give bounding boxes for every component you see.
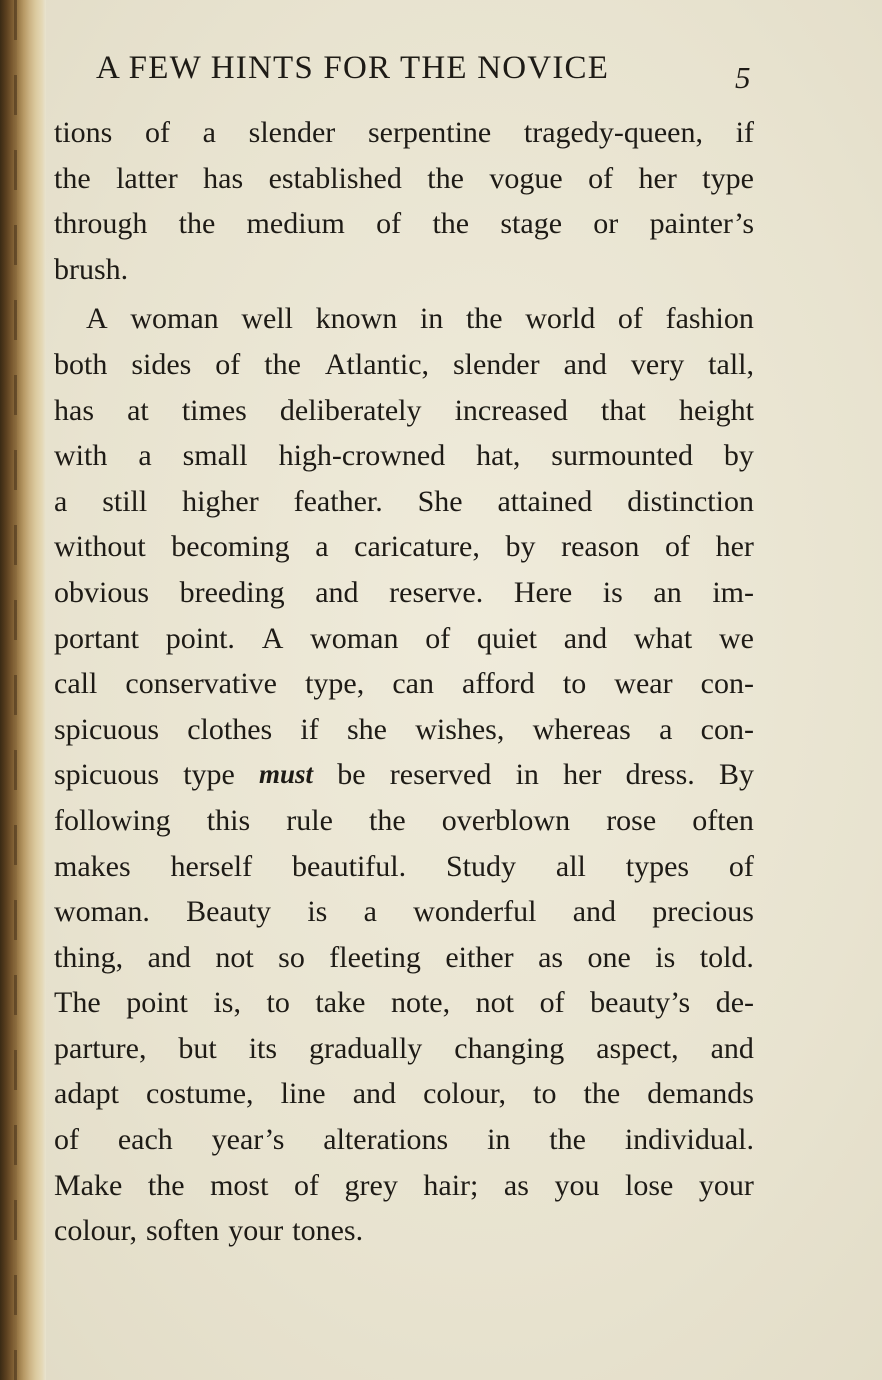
word: con- xyxy=(700,667,754,701)
word: if xyxy=(735,116,754,149)
word: of xyxy=(425,621,451,655)
word: in xyxy=(515,758,539,792)
word: very xyxy=(630,347,685,381)
word: wonderful xyxy=(413,895,537,929)
word: makes xyxy=(54,849,131,883)
word: your xyxy=(698,1168,754,1202)
word: her xyxy=(715,530,754,564)
word: beauty’s xyxy=(590,986,691,1020)
word: beautiful. xyxy=(291,849,407,883)
word: small xyxy=(182,439,248,473)
word: type, xyxy=(305,667,365,701)
word: breeding xyxy=(179,575,285,609)
word: by xyxy=(505,530,536,564)
word: slender xyxy=(452,347,540,381)
word: and xyxy=(315,575,359,609)
word: Study xyxy=(445,849,517,883)
text-line xyxy=(54,844,754,890)
word: call xyxy=(54,667,98,701)
word: take xyxy=(315,986,366,1020)
text-line xyxy=(54,752,754,798)
text-line xyxy=(54,889,754,935)
word: is xyxy=(307,895,328,929)
word: woman xyxy=(310,621,399,655)
running-head-title: A FEW HINTS FOR THE NOVICE xyxy=(96,50,610,86)
word: colour, xyxy=(54,1214,137,1248)
word: known xyxy=(315,302,398,336)
text-line xyxy=(54,1026,754,1072)
word: can xyxy=(392,667,434,701)
word: the xyxy=(147,1168,185,1202)
word: distinction xyxy=(627,484,754,518)
word: She xyxy=(417,484,463,518)
word: world xyxy=(525,302,596,336)
word: of xyxy=(728,849,754,883)
word: to xyxy=(266,986,290,1020)
emphasized-word: must xyxy=(259,759,314,790)
word: wishes, xyxy=(415,712,505,746)
word: overblown xyxy=(441,803,571,837)
word: precious xyxy=(652,895,754,929)
word: an xyxy=(653,575,682,609)
word: and xyxy=(563,621,608,655)
word: your xyxy=(228,1214,284,1248)
word: adapt xyxy=(54,1077,119,1111)
word: im- xyxy=(712,575,754,609)
word: of xyxy=(215,347,241,381)
word: fashion xyxy=(665,302,754,336)
word: afford xyxy=(462,667,535,701)
word: stage xyxy=(500,207,563,241)
word: a xyxy=(363,895,377,929)
word: a xyxy=(54,484,68,518)
word: well xyxy=(241,302,293,336)
text-line xyxy=(54,342,754,388)
word: brush. xyxy=(54,252,129,286)
text-line xyxy=(54,247,754,293)
word: told. xyxy=(699,940,754,974)
word: The xyxy=(54,986,101,1020)
text-line xyxy=(54,570,754,616)
word: and xyxy=(572,895,617,929)
word: dress. xyxy=(625,758,695,792)
text-line xyxy=(54,1117,754,1163)
word: reason xyxy=(561,530,640,564)
word: the xyxy=(369,803,406,837)
paragraph xyxy=(54,110,754,292)
word: fleeting xyxy=(329,940,421,974)
word: through xyxy=(54,207,148,241)
word: woman. xyxy=(54,895,150,929)
word: of xyxy=(665,530,690,564)
word: still xyxy=(102,484,148,518)
word: individual. xyxy=(624,1123,754,1157)
word: without xyxy=(54,530,146,564)
word: type xyxy=(702,161,754,195)
word: clothes xyxy=(187,712,273,746)
word: note, xyxy=(390,986,451,1020)
word: thing, xyxy=(54,940,124,974)
word: higher xyxy=(182,484,259,518)
word: either xyxy=(445,940,514,974)
word: the xyxy=(432,207,470,241)
word: parture, xyxy=(54,1031,147,1065)
word: the xyxy=(264,347,301,381)
word: obvious xyxy=(54,575,150,609)
body-text xyxy=(54,110,754,1254)
word: attained xyxy=(497,484,593,518)
word: in xyxy=(487,1123,511,1157)
word: tions xyxy=(54,116,113,149)
text-line xyxy=(54,433,754,479)
word: tones. xyxy=(292,1214,364,1248)
word: be xyxy=(337,758,366,792)
word: is xyxy=(602,575,623,609)
word: high-crowned xyxy=(278,439,446,473)
word: alterations xyxy=(323,1123,449,1157)
text-line xyxy=(54,1071,754,1117)
word: deliberately xyxy=(279,393,422,427)
text-line xyxy=(54,479,754,525)
word: is, xyxy=(213,986,241,1020)
text-line xyxy=(54,661,754,707)
word: her xyxy=(638,161,677,195)
word: what xyxy=(633,621,693,655)
word: each xyxy=(117,1123,173,1157)
word: conservative xyxy=(125,667,277,701)
word: and xyxy=(710,1031,754,1065)
word: costume, xyxy=(146,1077,254,1111)
word: medium xyxy=(246,207,345,241)
text-line xyxy=(54,296,754,342)
word: to xyxy=(533,1077,557,1111)
word: all xyxy=(555,849,586,883)
word: tall, xyxy=(708,347,754,381)
text-line xyxy=(54,707,754,753)
word: spicuous xyxy=(54,758,159,792)
word: types xyxy=(625,849,690,883)
word: quiet xyxy=(476,621,537,655)
word: of xyxy=(376,207,402,241)
word: aspect, xyxy=(596,1031,679,1065)
text-line xyxy=(54,616,754,662)
word: not xyxy=(215,940,254,974)
word: grey xyxy=(344,1168,398,1202)
word: rule xyxy=(286,803,333,837)
word: with xyxy=(54,439,108,473)
word: hat, xyxy=(476,439,521,473)
word: point xyxy=(126,986,188,1020)
word: the xyxy=(54,161,91,195)
word: vogue xyxy=(489,161,563,195)
paragraph xyxy=(54,296,754,1253)
word: Beauty xyxy=(186,895,272,929)
word: demands xyxy=(647,1077,754,1111)
word: A xyxy=(261,621,284,655)
word: a xyxy=(659,712,673,746)
word: has xyxy=(54,393,94,427)
word: of xyxy=(293,1168,319,1202)
word: height xyxy=(678,393,754,427)
text-line xyxy=(54,1163,754,1209)
text-line xyxy=(54,524,754,570)
book-binding-edge xyxy=(0,0,46,1380)
word: of xyxy=(54,1123,79,1157)
word: of xyxy=(539,986,565,1020)
word: rose xyxy=(606,803,657,837)
word: sides xyxy=(131,347,192,381)
word: increased xyxy=(454,393,568,427)
word: as xyxy=(503,1168,529,1202)
word: if xyxy=(300,712,319,746)
word: reserved xyxy=(389,758,492,792)
word: soften xyxy=(145,1214,220,1248)
word: Make xyxy=(54,1168,123,1202)
word: both xyxy=(54,347,108,381)
text-line xyxy=(54,388,754,434)
word: serpentine xyxy=(367,116,492,149)
word: reserve. xyxy=(389,575,484,609)
word: of xyxy=(145,116,171,149)
word: in xyxy=(419,302,444,336)
text-line xyxy=(54,201,754,247)
word: the xyxy=(549,1123,586,1157)
word: changing xyxy=(454,1031,565,1065)
word: she xyxy=(346,712,387,746)
word: established xyxy=(268,161,402,195)
word: following xyxy=(54,803,171,837)
word: wear xyxy=(614,667,673,701)
word: at xyxy=(127,393,149,427)
word: tragedy-queen, xyxy=(523,116,703,149)
word: and xyxy=(352,1077,397,1111)
word: or xyxy=(593,207,619,241)
word: A xyxy=(86,302,108,336)
word: has xyxy=(203,161,244,195)
word: point. xyxy=(165,621,235,655)
word: and xyxy=(563,347,607,381)
word: year’s xyxy=(211,1123,285,1157)
word: slender xyxy=(248,116,336,149)
word: most xyxy=(210,1168,269,1202)
word: de- xyxy=(715,986,754,1020)
text-line xyxy=(54,935,754,981)
word: of xyxy=(617,302,643,336)
word: to xyxy=(562,667,587,701)
word: lose xyxy=(625,1168,674,1202)
word: Here xyxy=(513,575,573,609)
word: is xyxy=(655,940,676,974)
word: this xyxy=(206,803,251,837)
word: By xyxy=(718,758,754,792)
word: so xyxy=(278,940,305,974)
word: one xyxy=(587,940,631,974)
word: times xyxy=(181,393,247,427)
word: the xyxy=(465,302,503,336)
text-line xyxy=(54,798,754,844)
word: line xyxy=(280,1077,326,1111)
word: becoming xyxy=(171,530,290,564)
word: latter xyxy=(116,161,178,195)
word: not xyxy=(475,986,515,1020)
word: a xyxy=(202,116,216,149)
text-line xyxy=(54,980,754,1026)
word: feather. xyxy=(293,484,383,518)
text-line xyxy=(54,156,754,202)
word: gradually xyxy=(309,1031,423,1065)
word: colour, xyxy=(423,1077,507,1111)
word: the xyxy=(583,1077,621,1111)
word: a xyxy=(315,530,329,564)
word: of xyxy=(588,161,614,195)
word: con- xyxy=(700,712,754,746)
word: her xyxy=(563,758,602,792)
word: whereas xyxy=(532,712,631,746)
word: the xyxy=(427,161,464,195)
word: its xyxy=(248,1031,278,1065)
word: you xyxy=(554,1168,600,1202)
word: surmounted xyxy=(551,439,693,473)
word: woman xyxy=(130,302,219,336)
word: by xyxy=(723,439,754,473)
word: Atlantic, xyxy=(324,347,430,381)
page-number: 5 xyxy=(735,60,751,95)
word: and xyxy=(147,940,191,974)
word: type xyxy=(183,758,235,792)
word: often xyxy=(692,803,754,837)
word: the xyxy=(178,207,216,241)
word: as xyxy=(538,940,564,974)
word: herself xyxy=(170,849,253,883)
word: painter’s xyxy=(649,207,754,241)
text-line xyxy=(54,110,754,156)
word: we xyxy=(718,621,754,655)
word: spicuous xyxy=(54,712,159,746)
word: caricature, xyxy=(354,530,480,564)
word: but xyxy=(178,1031,217,1065)
word: portant xyxy=(54,621,139,655)
word: a xyxy=(138,439,152,473)
word: that xyxy=(600,393,646,427)
text-line xyxy=(54,1208,754,1254)
word: hair; xyxy=(423,1168,479,1202)
